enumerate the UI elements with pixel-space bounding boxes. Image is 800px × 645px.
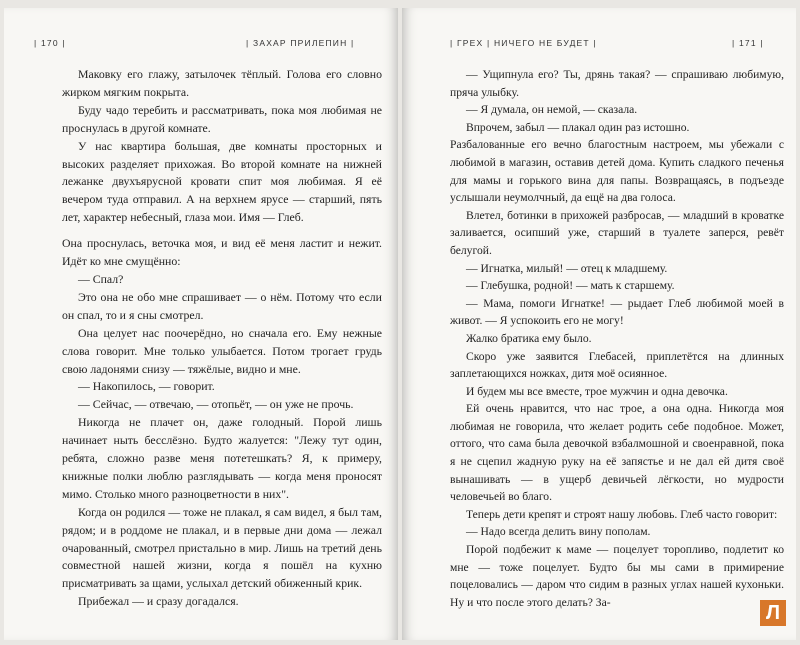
paragraph: Когда он родился — тоже не плакал, я сам видел, я был там, рядом; и в роддоме не плакал, и в первые дни дома — лежал очарованный, смотрел пристально в мир. Лишь на третий день совместной нашей жизни, когда я пошёл на кухню присматривать за щами, услыхал детский обиженный крик. <box>62 504 382 591</box>
left-page-header <box>4 38 398 52</box>
paragraph: — Ущипнула его? Ты, дрянь такая? — спрашиваю любимую, пряча улыбку. <box>450 68 784 99</box>
paragraph: — Глебушка, родной! — мать к старшему. <box>466 279 675 293</box>
right-page-number: 171 <box>738 38 757 48</box>
left-running-head-wrapper: | ЗАХАР ПРИЛЕПИН | <box>246 38 355 48</box>
paragraph: — Мама, помоги Игнатке! — рыдает Глеб любимой моей в живот. — Я успокоить его не могу! <box>450 296 784 328</box>
left-running-head: ЗАХАР ПРИЛЕПИН <box>252 38 348 48</box>
paragraph: Теперь дети крепят и строят нашу любовь. Глеб часто говорит: <box>466 507 778 521</box>
paragraph: Она проснулась, веточка моя, и вид её меня ластит и нежит. Идёт ко мне смущённо: <box>62 236 382 269</box>
paragraph: — Я думала, он немой, — сказала. <box>466 103 638 117</box>
right-running-head-1: ГРЕХ <box>456 38 484 48</box>
paragraph: — Сейчас, — отвечаю, — отопьёт, — он уже не прочь. <box>78 397 354 412</box>
left-page-number: 170 <box>40 38 59 48</box>
paragraph: Ей очень нравится, что нас трое, а она одна. Никогда моя любимая не говорила, что желает родить себе подобное. Может, оттого, что сама была девочкой взбалмошной и своенравной, пока я не сцепил жадную руку на её запястье и не дал ей дитя своё вынашивать — в ущерб девичьей лёгкости, но мудрости человечьей во благо. <box>450 402 784 504</box>
paragraph: Жалко братика ему было. <box>466 331 592 345</box>
paragraph: Буду чадо теребить и рассматривать, пока моя любимая не проснулась в другой комнате. <box>62 102 382 135</box>
right-page-header <box>402 38 796 52</box>
paragraph: Разбалованные его вечно благостным настроем, мы убежали с любимой в магазин, оставив детей дома. Купить сладкого печенья для мамы и горького вина для папы. Возвращаясь, в подъезде услышали неумолчный, да ещё на два голоса. <box>450 138 784 205</box>
publisher-logo: Л <box>760 600 786 626</box>
left-page-number-wrapper: | 170 | <box>34 38 66 48</box>
paragraph: И будем мы все вместе, трое мужчин и одна девочка. <box>466 384 728 398</box>
right-page-number-wrapper: | 171 | <box>732 38 764 48</box>
paragraph: У нас квартира большая, две комнаты просторных и высоких разделяет прихожая. Во второй комнате на нижней лежанке двухъярусной кровати спит моя любимая. Я её вечером туда отправил. А на верхнем ярусе — старший, пять лет, характер небесный, глаза мои. Имя — Глеб. <box>62 138 382 225</box>
paragraph: Влетел, ботинки в прихожей разбросав, — младший в кроватке заливается, осипший уже, старший в туалете заперся, ревёт белугой. <box>450 208 784 257</box>
paragraph: Прибежал — и сразу догадался. <box>78 594 239 609</box>
right-running-head-2: НИЧЕГО НЕ БУДЕТ <box>493 38 590 48</box>
paragraph: Она целует нас поочерёдно, но сначала его. Ему нежные слова говорит. Мне только улыбается. Потом трогает грудь свою ладонями снизу — тяжёлые, видно и мне. <box>62 325 382 376</box>
right-page <box>402 8 796 640</box>
paragraph: Это она не обо мне спрашивает — о нём. Потому что если он спал, то и я сны смотрел. <box>62 289 382 322</box>
paragraph: Порой подбежит к маме — поцелует торопливо, подлетит ко мне — тоже поцелует. Будто бы мы сами в примирение поцеловались — даром что сидим в разных углах нашей кухоньки. Ну и что после этого делать? За- <box>450 543 784 609</box>
paragraph: — Накопилось, — говорит. <box>78 379 215 394</box>
paragraph: Впрочем, забыл — плакал один раз истошно. <box>466 120 690 134</box>
paragraph: — Надо всегда делить вину пополам. <box>466 525 651 539</box>
paragraph: Скоро уже заявится Глебасей, приплетётся на длинных заплетающихся ножках, дитя моё осиянное. <box>450 349 784 381</box>
paragraph: — Спал? <box>78 271 124 286</box>
right-page-text <box>450 66 784 611</box>
left-page <box>4 8 398 640</box>
paragraph: Маковку его глажу, затылочек тёплый. Голова его словно жирком мягким покрыта. <box>62 67 382 99</box>
left-page-text <box>62 66 382 611</box>
paragraph: — Игнатка, милый! — отец к младшему. <box>466 261 668 275</box>
right-running-head-wrapper: | ГРЕХ | НИЧЕГО НЕ БУДЕТ | <box>450 38 597 48</box>
paragraph: Никогда не плачет он, даже голодный. Порой лишь начинает ныть бесслёзно. Будто жалуется: "Лежу тут один, ребята, сложно разве меня потетешкать? Я, к примеру, книжные полки люблю разглядывать — когда меня проносят мимо. Столько много разноцветности в них". <box>62 415 382 501</box>
